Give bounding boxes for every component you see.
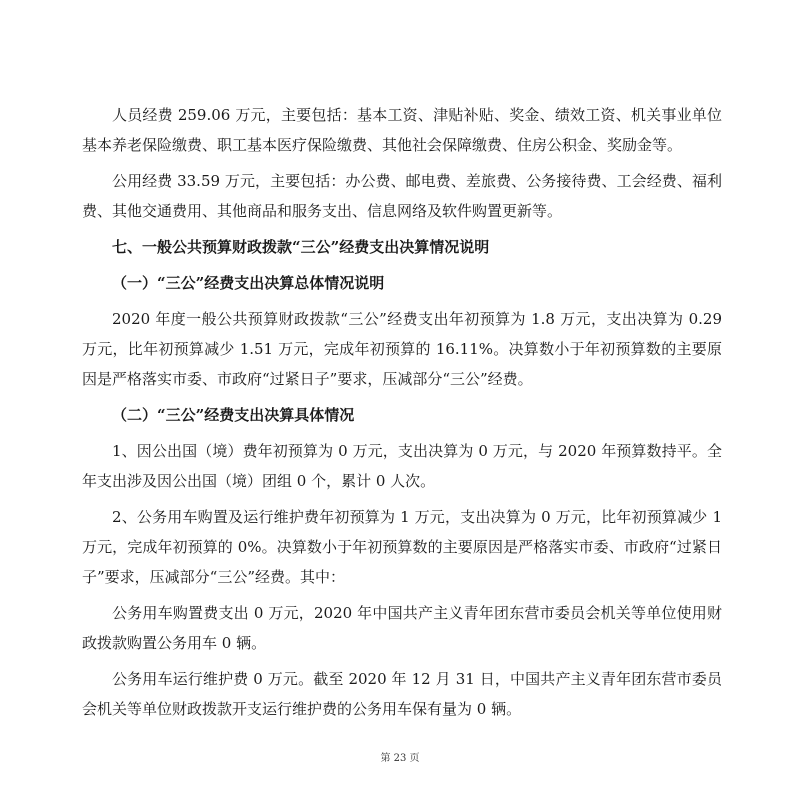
page-number: 第 23 页 (380, 753, 420, 764)
paragraph-vehicle-expenses: 2、公务用车购置及运行维护费年初预算为 1 万元，支出决算为 0 万元，比年初预算减少 1 万元，完成年初预算的 0%。决算数小于年初预算数的主要原因是严格落实市委、市政府“过紧日子”要求，压减部分“三公”经费。其中： (82, 508, 722, 586)
paragraph-vehicle-purchase: 公务用车购置费支出 0 万元，2020 年中国共产主义青年团东营市委员会机关等单位使用财政拨款购置公务用车 0 辆。 (82, 604, 722, 652)
paragraph-abroad-expenses: 1、因公出国（境）费年初预算为 0 万元，支出决算为 0 万元，与 2020 年预算数持平。全年支出涉及因公出国（境）团组 0 个，累计 0 人次。 (82, 442, 722, 490)
document-body (82, 100, 722, 724)
paragraph-overall-situation: 2020 年度一般公共预算财政拨款“三公”经费支出年初预算为 1.8 万元，支出决算为 0.29 万元，比年初预算减少 1.51 万元，完成年初预算的 16.11%。决算数小于年初预算数的主要原因是严格落实市委、市政府“过紧日子”要求，压减部分“三公”经费。 (82, 310, 722, 388)
paragraph-public-expenses: 公用经费 33.59 万元，主要包括：办公费、邮电费、差旅费、公务接待费、工会经费、福利费、其他交通费用、其他商品和服务支出、信息网络及软件购置更新等。 (82, 172, 722, 220)
section-heading-three-public: 七、一般公共预算财政拨款“三公”经费支出决算情况说明 (112, 238, 490, 256)
subsection-heading-details: （二）“三公”经费支出决算具体情况 (112, 406, 355, 424)
subsection-heading-overall: （一）“三公”经费支出决算总体情况说明 (112, 274, 385, 292)
paragraph-vehicle-operation: 公务用车运行维护费 0 万元。截至 2020 年 12 月 31 日，中国共产主义青年团东营市委员会机关等单位财政拨款开支运行维护费的公务用车保有量为 0 辆。 (82, 670, 722, 718)
paragraph-personnel-expenses: 人员经费 259.06 万元，主要包括：基本工资、津贴补贴、奖金、绩效工资、机关事业单位基本养老保险缴费、职工基本医疗保险缴费、其他社会保障缴费、住房公积金、奖励金等。 (82, 106, 722, 154)
